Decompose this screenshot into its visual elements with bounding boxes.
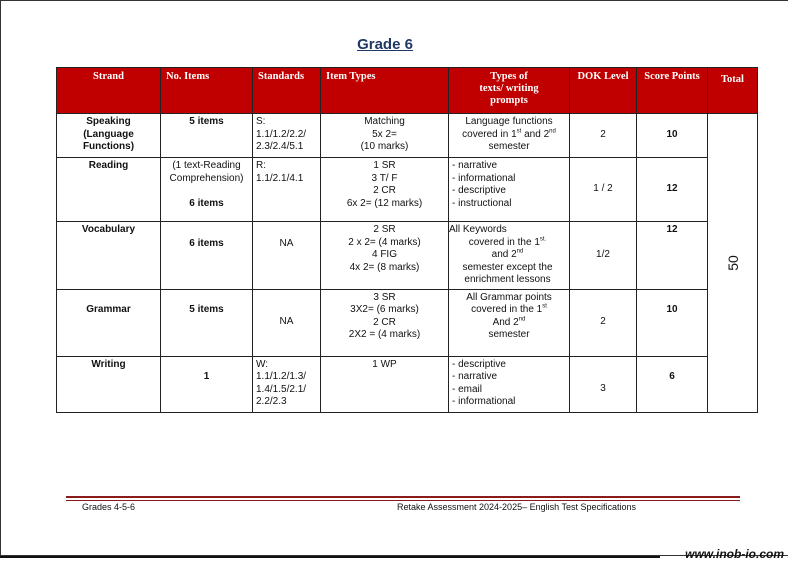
prompts-cell: [449, 222, 570, 290]
standards-line: NA: [279, 316, 294, 328]
prompt-line: semester: [488, 329, 530, 340]
header-dok-level: DOK Level: [570, 68, 637, 114]
items-line: (1 text-Reading: [172, 160, 241, 171]
prompt-line: All Grammar points: [466, 291, 552, 303]
prompt-line: Language functions: [465, 116, 553, 127]
item-type-line: 6x 2= (12 marks): [346, 197, 423, 209]
strand-cell: [57, 289, 161, 356]
items-line: 6 items: [189, 197, 224, 209]
item-type-line: 5x 2=: [372, 128, 397, 140]
header-total: Total: [708, 68, 758, 114]
prompt-line: - descriptive: [452, 358, 506, 370]
dok-cell: 2: [570, 289, 637, 356]
standards-line: S:: [256, 116, 266, 127]
item-type-line: 1 SR: [373, 160, 396, 171]
item-type-line: 3X2= (6 marks): [350, 304, 419, 315]
prompt-line: covered in 1st and 2nd: [462, 128, 556, 140]
prompt-line: and 2nd: [491, 248, 524, 260]
header-item-types: Item Types: [321, 68, 449, 114]
standards-line: NA: [279, 238, 294, 249]
score-cell: 6: [637, 356, 708, 412]
strand-line: Reading: [88, 160, 129, 171]
item-type-line: (10 marks): [360, 141, 409, 152]
items-value: 5 items: [189, 303, 224, 315]
header-prompt-types-line3: prompts: [490, 95, 528, 106]
standards-line: W:: [256, 358, 269, 370]
strand-line: Vocabulary: [81, 224, 136, 235]
item-type-line: 2 SR: [373, 224, 396, 235]
items-value: 5 items: [189, 116, 224, 127]
strand-line: (Language: [83, 128, 134, 140]
standards-cell: [253, 158, 321, 222]
prompt-line: - narrative: [452, 160, 498, 171]
header-row: [57, 68, 758, 114]
standards-line: 1.1/2.1/4.1: [256, 172, 304, 184]
item-type-line: 4 FIG: [371, 249, 397, 260]
item-type-line: Matching: [364, 116, 405, 127]
items-cell: [161, 356, 253, 412]
prompt-line: covered in the $1^{st.}$: [468, 236, 547, 248]
footer-divider: [66, 496, 740, 498]
prompt-line: semester: [488, 141, 530, 152]
standards-cell: [253, 222, 321, 290]
score-cell: 10: [637, 289, 708, 356]
standards-line: 1.1/1.2/1.3/: [256, 371, 307, 382]
table-row: [57, 356, 758, 412]
table-row: [57, 222, 758, 290]
table-row: [57, 289, 758, 356]
prompts-cell: [449, 114, 570, 158]
dok-cell: 1/2: [570, 222, 637, 290]
items-cell: [161, 114, 253, 158]
score-cell: 12: [637, 222, 708, 290]
item-types-cell: [321, 289, 449, 356]
standards-line: 2.3/2.4/5.1: [256, 141, 304, 152]
items-cell: [161, 222, 253, 290]
item-types-cell: [321, 222, 449, 290]
watermark-text: www.inob-io.com: [685, 547, 784, 561]
standards-line: R:: [256, 160, 266, 171]
items-cell: [161, 158, 253, 222]
item-type-line: 2 CR: [373, 185, 396, 196]
item-type-line: 2 x 2= (4 marks): [348, 236, 421, 248]
prompt-line: All Keywords: [449, 224, 507, 235]
standards-cell: [253, 114, 321, 158]
prompt-line: covered in the 1st: [471, 303, 547, 315]
standards-cell: [253, 289, 321, 356]
prompt-line: - narrative: [452, 371, 498, 382]
score-cell: 12: [637, 158, 708, 222]
footer-assessment: Retake Assessment 2024-2025– English Test Specifications: [397, 502, 636, 512]
item-type-line: 1 WP: [372, 358, 397, 370]
prompts-cell: [449, 289, 570, 356]
score-cell: 10: [637, 114, 708, 158]
dok-cell: 2: [570, 114, 637, 158]
standards-line: 1.4/1.5/2.1/: [256, 383, 307, 395]
header-standards: Standards: [253, 68, 321, 114]
spec-table: [56, 67, 758, 413]
strand-line: Functions): [82, 141, 135, 152]
prompt-line: - informational: [452, 396, 516, 407]
strand-cell: [57, 114, 161, 158]
item-types-cell: [321, 356, 449, 412]
items-value: 1: [203, 370, 210, 382]
table-row: [57, 158, 758, 222]
strand-line: Speaking: [86, 116, 131, 127]
prompt-line: enrichment lessons: [464, 274, 551, 285]
items-spacer: [164, 185, 249, 198]
items-cell: [161, 289, 253, 356]
footer-divider-thin: [66, 500, 740, 501]
page-title: Grade 6: [357, 36, 413, 53]
header-no-items: No. Items: [161, 68, 253, 114]
prompt-line: - email: [452, 383, 483, 395]
prompt-line: - instructional: [452, 197, 512, 209]
strand-cell: [57, 356, 161, 412]
strand-cell: [57, 158, 161, 222]
table-row: [57, 114, 758, 158]
header-prompt-types-line1: Types of: [490, 71, 528, 82]
item-type-line: 2X2 = (4 marks): [348, 329, 421, 340]
prompt-line: - informational: [452, 172, 516, 184]
header-prompt-types-line2: texts/ writing: [479, 83, 539, 94]
item-type-line: 4x 2= (8 marks): [349, 261, 420, 273]
item-type-line: 3 T/ F: [371, 172, 398, 184]
items-line: Comprehension): [169, 172, 244, 184]
standards-cell: [253, 356, 321, 412]
item-types-cell: [321, 158, 449, 222]
prompts-cell: [449, 356, 570, 412]
prompt-line: semester except the: [462, 261, 553, 273]
item-type-line: 3 SR: [373, 291, 396, 303]
prompt-line: And 2nd: [492, 316, 526, 328]
item-type-line: 2 CR: [373, 316, 396, 328]
strand-cell: [57, 222, 161, 290]
prompts-cell: [449, 158, 570, 222]
standards-line: 2.2/2.3: [256, 396, 287, 407]
header-prompt-types: [449, 68, 570, 114]
footer-grades: Grades 4-5-6: [82, 502, 136, 512]
header-strand: Strand: [57, 68, 161, 114]
total-value: 50: [724, 254, 741, 271]
strand-line: Grammar: [86, 303, 131, 315]
header-score-points: Score Points: [637, 68, 708, 114]
dok-cell: 3: [570, 356, 637, 412]
total-cell: [708, 114, 758, 413]
watermark-bar: [0, 556, 660, 558]
items-value: 6 items: [189, 238, 224, 249]
standards-line: 1.1/1.2/2.2/: [256, 128, 307, 140]
strand-line: Writing: [91, 358, 126, 370]
dok-cell: 1 / 2: [570, 158, 637, 222]
prompt-line: - descriptive: [452, 185, 506, 196]
item-types-cell: [321, 114, 449, 158]
